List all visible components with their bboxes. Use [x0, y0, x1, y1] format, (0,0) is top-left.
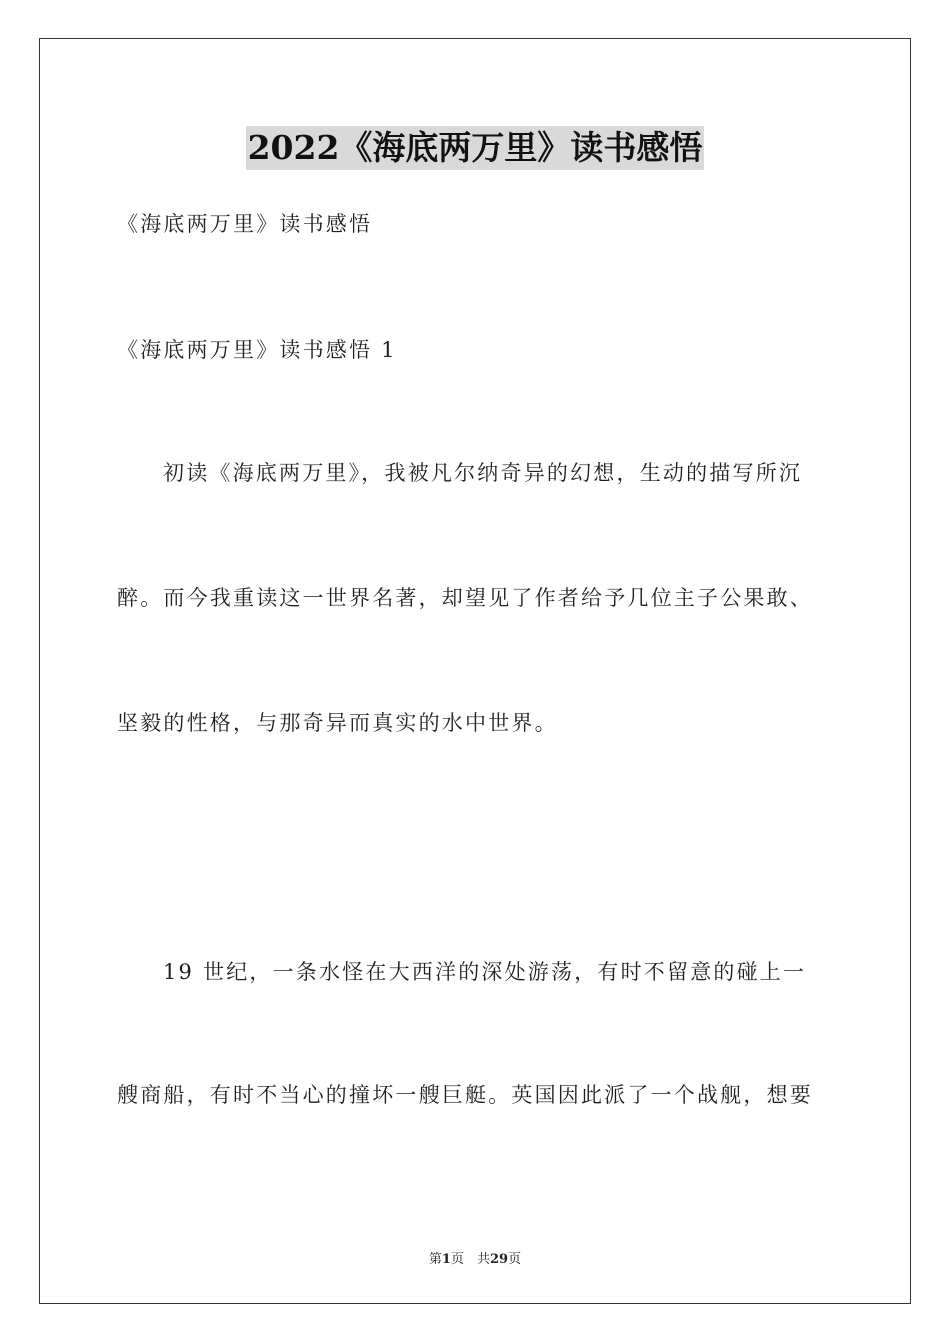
- body-line-5: 艘商船，有时不当心的撞坏一艘巨艇。英国因此派了一个战舰，想要: [117, 1083, 813, 1107]
- body-line-3: 坚毅的性格，与那奇异而真实的水中世界。: [117, 711, 558, 735]
- body-line-1: 初读《海底两万里》，我被凡尔纳奇异的幻想，生动的描写所沉: [163, 461, 803, 485]
- footer-page-prefix: 第: [428, 1252, 442, 1267]
- subtitle: 《海底两万里》读书感悟: [117, 212, 373, 236]
- page-footer: [0, 1248, 950, 1267]
- footer-page-total: 29: [489, 1252, 509, 1267]
- document-title: 2022《海底两万里》读书感悟: [246, 126, 705, 170]
- footer-page-mid: 页 共: [450, 1252, 490, 1267]
- title-container: [0, 126, 950, 170]
- footer-page-current: 1: [441, 1252, 451, 1267]
- body-line-4: 19 世纪，一条水怪在大西洋的深处游荡，有时不留意的碰上一: [163, 960, 807, 984]
- section-heading: 《海底两万里》读书感悟 1: [117, 338, 397, 362]
- body-line-2: 醉。而今我重读这一世界名著，却望见了作者给予几位主子公果敢、: [117, 586, 813, 610]
- footer-page-suffix: 页: [508, 1252, 522, 1267]
